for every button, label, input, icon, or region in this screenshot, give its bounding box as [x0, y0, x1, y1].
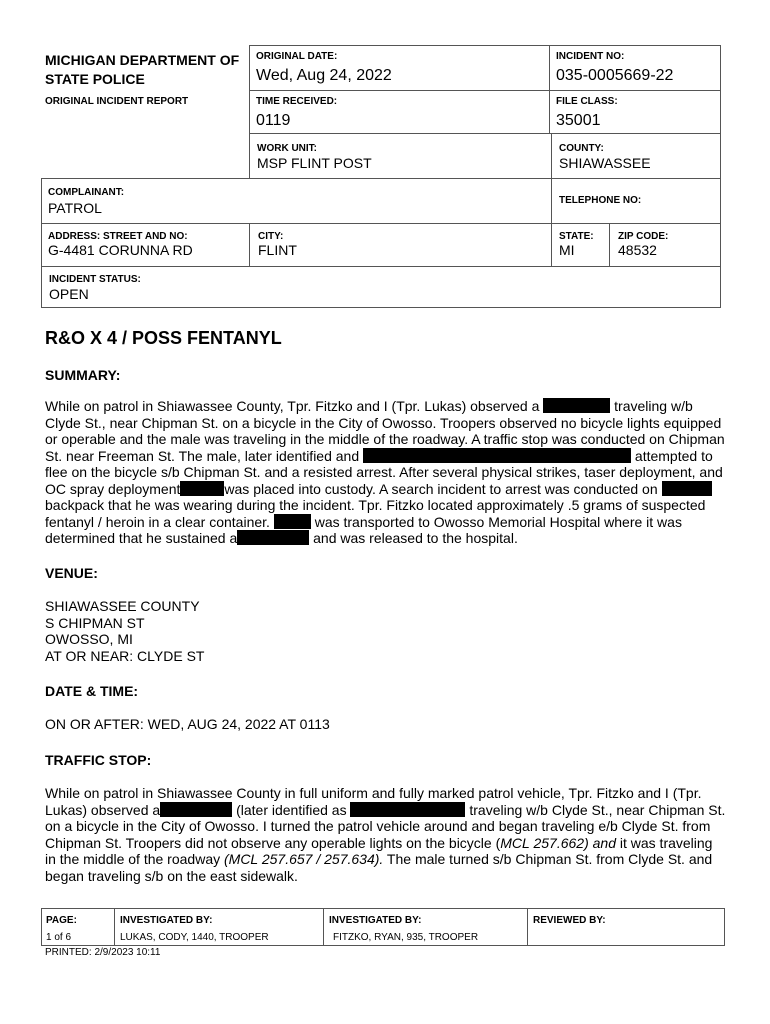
summary-line-5: flee on the bicycle s/b Chipman St. and a resisted arrest. After several physical strikes, taser deployment, and	[45, 464, 723, 480]
county-label: COUNTY:	[559, 143, 604, 154]
traffic-stop-heading: TRAFFIC STOP:	[45, 752, 152, 768]
zip-value: 48532	[618, 242, 657, 258]
telephone-box	[551, 178, 721, 224]
file-class-label: FILE CLASS:	[556, 96, 618, 107]
incident-status-label: INCIDENT STATUS:	[49, 274, 141, 285]
redaction-block	[350, 802, 465, 817]
agency-line-1: MICHIGAN DEPARTMENT OF	[45, 52, 240, 68]
venue-heading: VENUE:	[45, 565, 98, 581]
file-class-box	[549, 90, 721, 134]
address-label: ADDRESS: STREET AND NO:	[48, 231, 188, 242]
agency-name	[45, 51, 239, 89]
incident-no-label: INCIDENT NO:	[556, 51, 625, 62]
summary-line-3: or operable and the male was traveling in the middle of the roadway. A traffic stop was conducted on Chipman	[45, 431, 725, 447]
complainant-value: PATROL	[48, 200, 102, 216]
footer-reviewed-label: REVIEWED BY:	[533, 915, 606, 926]
printed-timestamp: PRINTED: 2/9/2023 10:11	[45, 947, 161, 958]
incident-status-box	[41, 266, 721, 308]
footer-investigator-1-cell	[114, 908, 324, 946]
traffic-line-3: on a bicycle in the City of Owosso. I turned the patrol vehicle around and began traveling e/b Clyde St. from	[45, 818, 711, 834]
original-date-label: ORIGINAL DATE:	[256, 51, 338, 62]
venue-line-4: AT OR NEAR: CLYDE ST	[45, 647, 205, 664]
traffic-line-4: Chipman St. Troopers did not observe any operable lights on the bicycle (MCL 257.662) and it was traveling	[45, 834, 713, 851]
footer-investigator-1-label: INVESTIGATED BY:	[120, 915, 213, 926]
incident-no-box	[549, 45, 721, 91]
complainant-box	[41, 178, 552, 224]
city-box	[249, 223, 552, 267]
state-box	[551, 223, 610, 267]
footer-investigator-1-value: LUKAS, CODY, 1440, TROOPER	[120, 932, 269, 943]
redaction-block	[160, 802, 232, 817]
incident-no-value: 035-0005669-22	[556, 67, 674, 84]
incident-status-value: OPEN	[49, 286, 89, 302]
time-received-value: 0119	[256, 112, 291, 129]
footer-investigator-2-label: INVESTIGATED BY:	[329, 915, 422, 926]
summary-line-1: While on patrol in Shiawassee County, Tpr. Fitzko and I (Tpr. Lukas) observed a traveling w/b	[45, 398, 693, 414]
footer-page-cell	[41, 908, 115, 946]
redaction-block	[274, 514, 311, 529]
traffic-line-6: began traveling s/b on the east sidewalk.	[45, 867, 298, 884]
report-type: ORIGINAL INCIDENT REPORT	[45, 96, 189, 107]
summary-line-2: Clyde St., near Chipman St. on a bicycle in the City of Owosso. Troopers observed no bicycle lights equipped	[45, 414, 722, 431]
work-unit-label: WORK UNIT:	[257, 143, 317, 154]
traffic-line-1: While on patrol in Shiawassee County in full uniform and fully marked patrol vehicle, Tpr. Fitzko and I (Tpr.	[45, 785, 702, 801]
zip-label: ZIP CODE:	[618, 231, 669, 242]
venue-line-2: S CHIPMAN ST	[45, 614, 145, 631]
footer-reviewed-cell	[527, 908, 725, 946]
complainant-label: COMPLAINANT:	[48, 187, 125, 198]
traffic-line-5: in the middle of the roadway (MCL 257.657 / 257.634). The male turned s/b Chipman St. from Clyde St. and	[45, 851, 713, 867]
summary-heading: SUMMARY:	[45, 367, 121, 383]
redaction-block	[662, 481, 712, 496]
summary-line-6: OC spray deployment was placed into custody. A search incident to arrest was conducted on	[45, 481, 712, 498]
summary-line-7: backpack that he was wearing during the incident. Tpr. Fitzko located approximately .5 grams of suspected	[45, 497, 706, 513]
datetime-heading: DATE & TIME:	[45, 683, 139, 699]
venue-line-3: OWOSSO, MI	[45, 631, 133, 647]
zip-box	[609, 223, 721, 267]
address-value: G-4481 CORUNNA RD	[48, 242, 193, 258]
agency-line-2: STATE POLICE	[45, 71, 145, 87]
time-received-box	[249, 90, 550, 134]
time-received-label: TIME RECEIVED:	[256, 96, 338, 107]
county-box	[551, 133, 721, 179]
footer-investigator-2-cell	[323, 908, 528, 946]
redaction-block	[543, 398, 610, 413]
state-value: MI	[559, 242, 575, 258]
redaction-block	[363, 448, 631, 463]
summary-line-9: determined that he sustained a and was released to the hospital.	[45, 530, 518, 546]
original-date-box	[249, 45, 550, 91]
redaction-block	[180, 481, 224, 496]
city-label: CITY:	[258, 231, 284, 242]
footer-page-value: 1 of 6	[46, 932, 72, 943]
venue-line-1: SHIAWASSEE COUNTY	[45, 598, 200, 614]
work-unit-box	[249, 133, 552, 179]
summary-line-4: St. near Freeman St. The male, later identified and attempted to	[45, 447, 713, 464]
work-unit-value: MSP FLINT POST	[257, 155, 372, 171]
footer-page-label: PAGE:	[46, 915, 77, 926]
original-date-value: Wed, Aug 24, 2022	[256, 67, 392, 84]
telephone-label: TELEPHONE NO:	[559, 195, 642, 206]
redaction-block	[237, 530, 309, 545]
county-value: SHIAWASSEE	[559, 155, 651, 171]
address-box	[41, 223, 250, 267]
city-value: FLINT	[258, 242, 297, 258]
traffic-line-2: Lukas) observed a (later identified as traveling w/b Clyde St., near Chipman St.	[45, 801, 726, 818]
state-label: STATE:	[559, 231, 594, 242]
footer-investigator-2-value: FITZKO, RYAN, 935, TROOPER	[333, 932, 479, 943]
datetime-text: ON OR AFTER: WED, AUG 24, 2022 AT 0113	[45, 716, 330, 732]
report-title: R&O X 4 / POSS FENTANYL	[45, 328, 282, 348]
file-class-value: 35001	[556, 112, 601, 129]
summary-line-8: fentanyl / heroin in a clear container. was transported to Owosso Memorial Hospital where it was	[45, 513, 682, 530]
